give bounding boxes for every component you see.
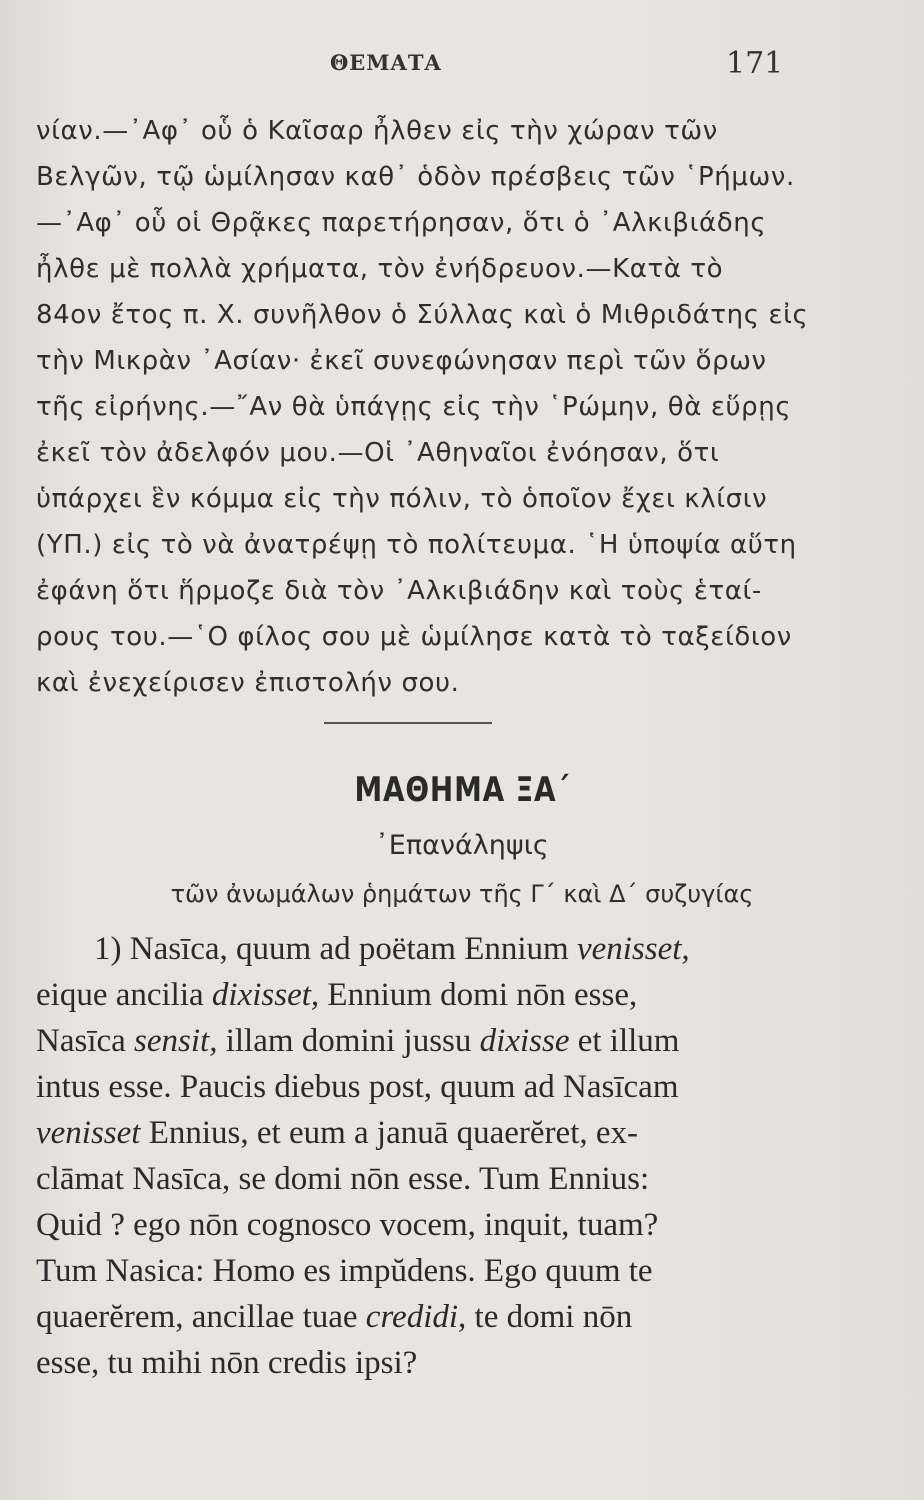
text-line [36,926,811,972]
text-span: illam domini jussu [217,1023,480,1059]
text-line: clāmat Nasīca, se domi nōn esse. Tum Ennius: [36,1161,650,1197]
text-line: καὶ ἐνεχείρισεν ἐπιστολήν σου. [36,668,460,698]
text-span: quaerĕrem, ancillae tuae [36,1299,366,1335]
text-line: ἐκεῖ τὸν ἀδελφόν μου.—Οἱ ᾿Αθηναῖοι ἐνόησαν, ὅτι [36,438,720,468]
text-line: ρους του.—῾Ο φίλος σου μὲ ὡμίλησε κατὰ τὸ ταξείδιον [36,622,792,652]
italic-verb: venisset, [576,931,690,967]
italic-verb: dixisset, [211,977,320,1013]
italic-verb: dixisse [479,1023,570,1059]
greek-exercise-text [36,108,809,706]
section-divider [324,722,492,724]
running-head: ΘΕΜΑΤΑ [330,50,442,75]
italic-verb: credidi, [365,1299,467,1335]
text-line [36,1110,811,1156]
text-line: ἦλθε μὲ πολλὰ χρήματα, τὸν ἐνήδρευον.—Κατὰ τὸ [36,254,724,284]
text-line: ἐφάνη ὅτι ἥρμοζε διὰ τὸν ᾿Αλκιβιάδην καὶ τοὺς ἑταί- [36,576,762,606]
text-line: τῆς εἰρήνης.—῎Αν θὰ ὑπάγῃς εἰς τὴν ῾Ρώμην, θὰ εὕρῃς [36,392,792,422]
text-line: Βελγῶν, τῷ ὡμίλησαν καθ᾿ ὁδὸν πρέσβεις τῶν ῾Ρήμων. [36,162,795,192]
text-line: Quid ? ego nōn cognosco vocem, inquit, tuam? [36,1207,659,1243]
text-line: (ΥΠ.) εἰς τὸ νὰ ἀνατρέψῃ τὸ πολίτευμα. ῾Η ὑποψία αὕτη [36,530,797,560]
text-line [36,1294,811,1340]
text-span: 1) Nasīca, quum ad poëtam Ennium [94,931,577,967]
latin-exercise-text [36,926,811,1386]
page-header [0,44,924,84]
text-line: —᾿Αφ᾿ οὗ οἱ Θρᾷκες παρετήρησαν, ὅτι ὁ ᾿Αλκιβιάδης [36,208,767,238]
text-line [36,1018,811,1064]
text-span: Ennium domi nōn esse, [319,977,638,1013]
text-line: ὑπάρχει ἓν κόμμα εἰς τὴν πόλιν, τὸ ὁποῖον ἔχει κλίσιν [36,484,768,514]
lesson-description: τῶν ἀνωμάλων ῥημάτων τῆς Γ΄ καὶ Δ΄ συζυγίας [170,880,754,908]
text-line: Tum Nasica: Homo es impŭdens. Ego quum te [36,1253,653,1289]
text-span: Nasīca [36,1023,135,1059]
page-number: 171 [726,46,784,81]
text-line: esse, tu mihi nōn credis ipsi? [36,1345,418,1381]
text-line: 84ον ἔτος π. Χ. συνῆλθον ὁ Σύλλας καὶ ὁ Μιθριδάτης εἰς [36,300,809,330]
text-line: intus esse. Paucis diebus post, quum ad Nasīcam [36,1069,679,1105]
text-span: Ennius, et eum a januā quaerĕret, ex- [140,1115,638,1151]
text-line: νίαν.—᾿Αφ᾿ οὗ ὁ Καῖσαρ ἦλθεν εἰς τὴν χώραν τῶν [36,116,718,146]
lesson-subtitle: ᾿Επανάληψις [375,830,549,861]
text-line: τὴν Μικρὰν ᾿Ασίαν· ἐκεῖ συνεφώνησαν περὶ τῶν ὅρων [36,346,767,376]
text-span: te domi nōn [466,1299,633,1335]
italic-verb: venisset [36,1115,141,1151]
text-span: et illum [569,1023,680,1059]
lesson-title: ΜΑΘΗΜΑ ΞΑ΄ [354,770,570,810]
italic-verb: sensit, [134,1023,218,1059]
text-span: eique ancilia [36,977,212,1013]
text-line [36,972,811,1018]
